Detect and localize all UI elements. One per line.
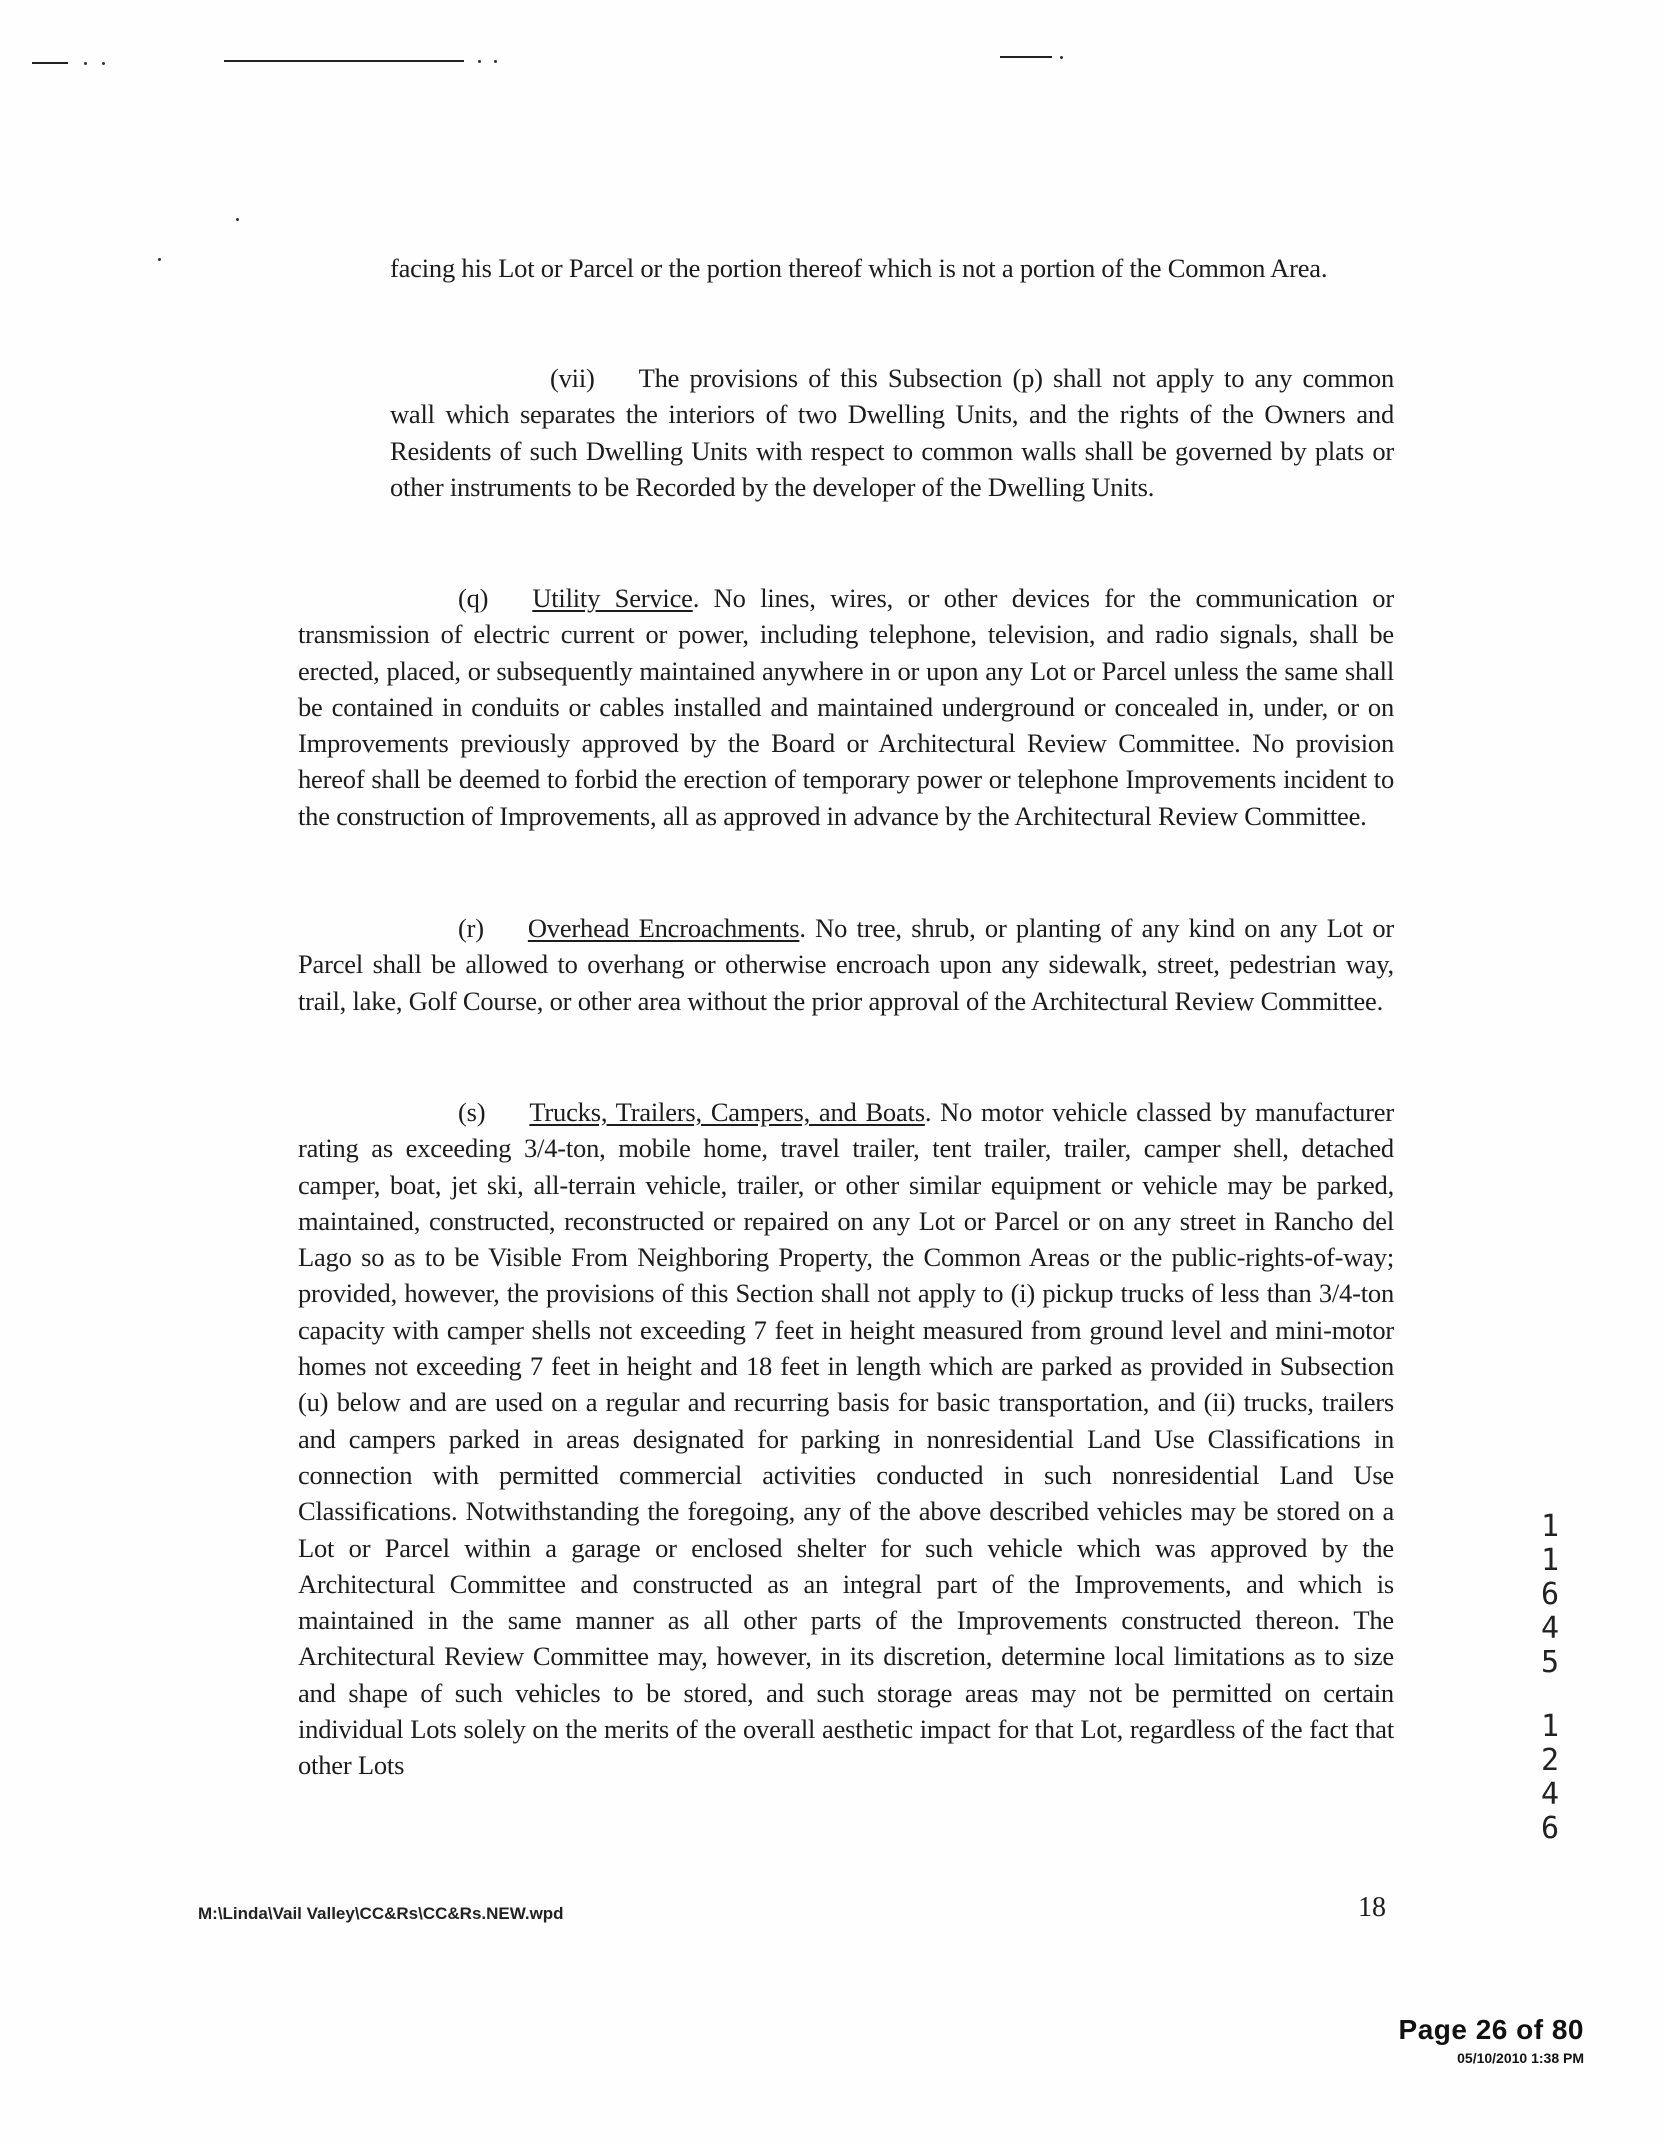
- section-r-heading: Overhead Encroachments: [527, 913, 800, 943]
- recording-page-digit: 2: [1540, 1743, 1560, 1778]
- section-s-text: . No motor vehicle classed by manufacturer rating as exceeding 3/4-ton, mobile home, travel trailer, tent trailer, trailer, camper shell, detached camper, boat, jet ski, all-terrain vehicle, trailer, or other similar equipment or vehicle may be parked, maintained, constructed, reconstructed or repaired on any Lot or Parcel or on any street in Rancho del Lago so as to be Visible From Neighboring Property, the Common Areas or the public-rights-of-way; provided, however, the provisions of this Section shall not apply to (i) pickup trucks of less than 3/4-ton capacity with camper shells not exceeding 7 feet in height measured from ground level and mini-motor homes not exceeding 7 feet in height and 18 feet in length which are parked as provided in Subsection (u) below and are used on a regular and recurring basis for basic transportation, and (ii) trucks, trailers and campers parked in areas designated for parking in nonresidential Land Use Classifications in connection with permitted commercial activities conducted in such nonresidential Land Use Classifications. Notwithstanding the foregoing, any of the above described vehicles may be stored on a Lot or Parcel within a garage or enclosed shelter for such vehicle which was approved by the Architectural Committee and constructed as an integral part of the Improvements, and which is maintained in the same manner as all other parts of the Improvements constructed thereon. The Architectural Review Committee may, however, in its discretion, determine local limitations as to size and shape of such vehicles to be stored, and such storage areas may not be permitted on certain individual Lots solely on the merits of the overall aesthetic impact for that Lot, regardless of the fact that other Lots: [298, 1097, 1394, 1781]
- section-r-text: . No tree, shrub, or planting of any kind on any Lot or Parcel shall be allowed to overhang or otherwise encroach upon any sidewalk, street, pedestrian way, trail, lake, Golf Course, or other area without the prior approval of the Architectural Review Committee.: [298, 913, 1394, 1016]
- paragraph-vii: [390, 360, 1394, 505]
- scan-mark: [32, 62, 68, 64]
- section-q-text: . No lines, wires, or other devices for the communication or transmission of electric current or power, including telephone, television, and radio signals, shall be erected, placed, or subsequently maintained anywhere in or upon any Lot or Parcel unless the same shall be contained in conduits or cables installed and maintained underground or concealed in, under, or on Improvements previously approved by the Board or Architectural Review Committee. No provision hereof shall be deemed to forbid the erection of temporary power or telephone Improvements incident to the construction of Improvements, all as approved in advance by the Architectural Review Committee.: [298, 583, 1394, 831]
- scan-mark: [84, 62, 87, 65]
- section-r-label: (r): [458, 913, 484, 943]
- continuation-paragraph: [390, 250, 1394, 286]
- continuation-text: facing his Lot or Parcel or the portion thereof which is not a portion of the Common Area.: [390, 253, 1328, 283]
- recording-book-digit: 1: [1540, 1543, 1560, 1578]
- paragraph-vii-label: (vii): [550, 363, 595, 393]
- recording-book-digit: 1: [1540, 1509, 1560, 1544]
- section-s-heading: Trucks, Trailers, Campers, and Boats: [529, 1097, 925, 1127]
- scan-mark: [494, 60, 497, 63]
- paragraph-vii-text: The provisions of this Subsection (p) shall not apply to any common wall which separates the interiors of two Dwelling Units, and the rights of the Owners and Residents of such Dwelling Units with respect to common walls shall be governed by plats or other instruments to be Recorded by the developer of the Dwelling Units.: [390, 363, 1394, 502]
- scan-mark: [158, 258, 161, 261]
- section-q-label: (q): [458, 583, 489, 613]
- scan-mark: [236, 218, 239, 221]
- stamp-page-label: Page 26 of 80: [1398, 2014, 1584, 2045]
- footer-page-number: 18: [1358, 1892, 1386, 1923]
- section-r: [298, 910, 1394, 1019]
- recording-number: [1534, 1510, 1566, 1846]
- scan-mark: [102, 62, 105, 65]
- section-q-heading: Utility Service: [532, 583, 693, 613]
- recording-book-digit: 4: [1540, 1611, 1560, 1646]
- recording-page-digit: 6: [1540, 1811, 1560, 1846]
- recording-book-digit: 5: [1540, 1645, 1560, 1680]
- scan-mark: [224, 60, 464, 62]
- recording-book-digit: 6: [1540, 1577, 1560, 1612]
- section-q: [298, 580, 1394, 834]
- section-s: [298, 1094, 1394, 1784]
- scan-mark: [1000, 56, 1052, 58]
- section-s-label: (s): [458, 1097, 486, 1127]
- scan-mark: [1060, 56, 1063, 59]
- recording-page-digit: 4: [1540, 1777, 1560, 1812]
- footer-file-path: M:\Linda\Vail Valley\CC&Rs\CC&Rs.NEW.wpd: [198, 1904, 564, 1923]
- stamp-timestamp: 05/10/2010 1:38 PM: [1457, 2050, 1584, 2066]
- scan-mark: [478, 60, 481, 63]
- recording-page-digit: 1: [1540, 1709, 1560, 1744]
- recorder-stamp: [1399, 2014, 1584, 2066]
